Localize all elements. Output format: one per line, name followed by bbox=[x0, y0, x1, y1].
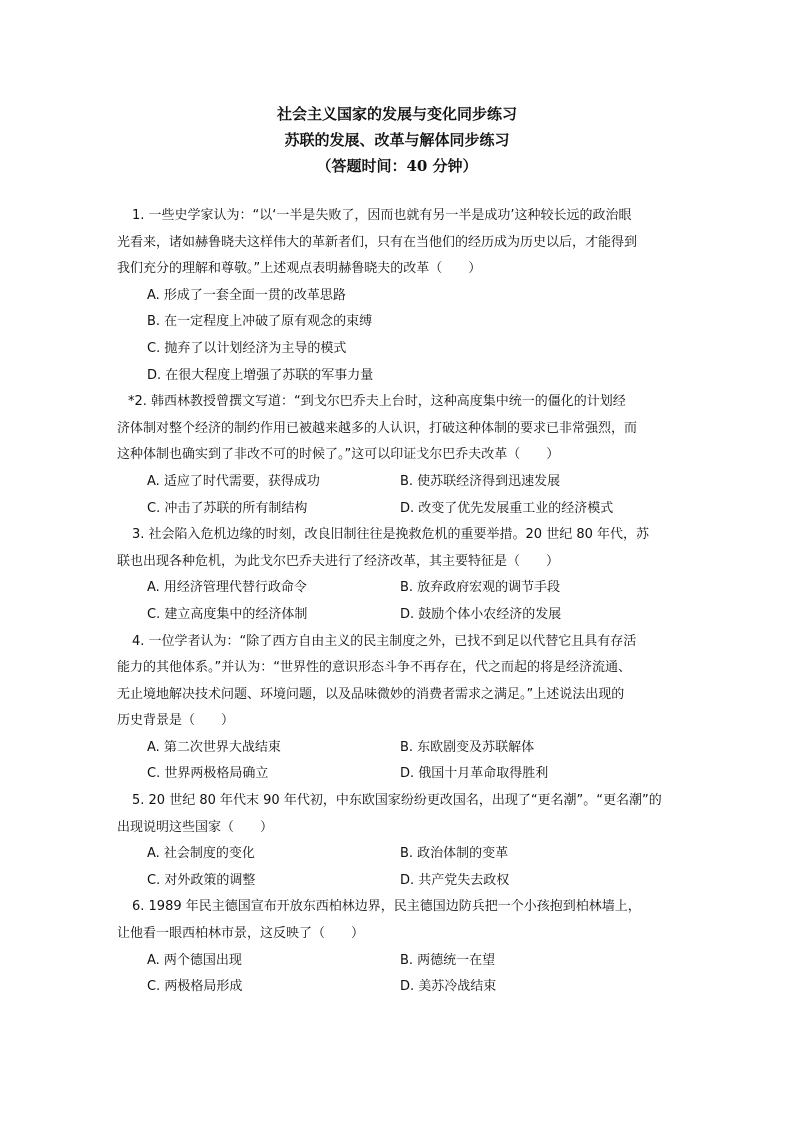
question-6 bbox=[117, 894, 677, 1000]
options bbox=[117, 283, 677, 389]
option-b: B. 放弃政府宏观的调节手段 bbox=[400, 580, 561, 596]
question-text-line: 4. 一位学者认为：“除了西方自由主义的民主制度之外，已找不到足以代替它且具有存活 bbox=[132, 633, 637, 649]
options bbox=[117, 575, 677, 628]
page-title: 社会主义国家的发展与变化同步练习 bbox=[276, 105, 517, 123]
option-b: B. 政治体制的变革 bbox=[400, 846, 509, 862]
option-b: B. 东欧剧变及苏联解体 bbox=[400, 739, 535, 755]
option-c: C. 世界两极格局确立 bbox=[147, 766, 269, 782]
options bbox=[117, 735, 677, 788]
option-a: A. 用经济管理代替行政命令 bbox=[147, 580, 307, 596]
page-subtitle: 苏联的发展、改革与解体同步练习 bbox=[284, 131, 510, 149]
question-text-line: 让他看一眼西柏林市景，这反映了（ ） bbox=[117, 926, 365, 942]
question-2 bbox=[117, 389, 677, 522]
option-c: C. 两极格局形成 bbox=[147, 979, 243, 995]
option-b: B. 两德统一在望 bbox=[400, 952, 496, 968]
option-b: B. 使苏联经济得到迅速发展 bbox=[400, 473, 561, 489]
option-c: C. 建立高度集中的经济体制 bbox=[147, 606, 308, 622]
question-3 bbox=[117, 522, 677, 628]
question-text-line: 我们充分的理解和尊敬。”上述观点表明赫鲁晓夫的改革（ ） bbox=[117, 261, 482, 277]
question-text-line: 1. 一些史学家认为：“以‘一半是失败了，因而也就有另一半是成功’这种较长远的政治眼 bbox=[132, 208, 632, 223]
option-d: D. 美苏冷战结束 bbox=[400, 979, 497, 995]
question-text-line: 这种体制也确实到了非改不可的时候了。”这可以印证戈尔巴乔夫改革（ ） bbox=[117, 447, 560, 463]
options bbox=[117, 948, 677, 1001]
option-a: A. 适应了时代需要，获得成功 bbox=[147, 473, 320, 489]
question-text-line: 3. 社会陷入危机边缘的时刻，改良旧制往往是挽救危机的重要举措。20 世纪 80 年代，苏 bbox=[132, 527, 650, 543]
option-d: D. 俄国十月革命取得胜利 bbox=[400, 766, 549, 782]
option-a: A. 第二次世界大战结束 bbox=[147, 739, 281, 755]
options bbox=[117, 841, 677, 894]
options bbox=[117, 469, 677, 522]
question-list bbox=[117, 203, 677, 1001]
option-d: D. 改变了优先发展重工业的经济模式 bbox=[400, 500, 614, 516]
question-text-line: 济体制对整个经济的制约作用已被越来越多的人认识，打破这种体制的要求已非常强烈，而 bbox=[117, 420, 638, 436]
question-5 bbox=[117, 788, 677, 894]
question-text-line: *2. 韩西林教授曾撰文写道：“到戈尔巴乔夫上台时，这种高度集中统一的僵化的计划经 bbox=[128, 394, 626, 410]
option-c: C. 对外政策的调整 bbox=[147, 872, 256, 888]
question-4 bbox=[117, 629, 677, 789]
option-c: C. 抛弃了以计划经济为主导的模式 bbox=[147, 340, 347, 356]
option-b: B. 在一定程度上冲破了原有观念的束缚 bbox=[147, 314, 373, 330]
option-d: D. 鼓励个体小农经济的发展 bbox=[400, 606, 562, 622]
question-text-line: 5. 20 世纪 80 年代末 90 年代初，中东欧国家纷纷更改国名，出现了“更名潮”。“更名潮”的 bbox=[132, 793, 662, 809]
question-text-line: 出现说明这些国家（ ） bbox=[117, 819, 274, 835]
question-text-line: 联也出现各种危机，为此戈尔巴乔夫进行了经济改革，其主要特征是（ ） bbox=[117, 553, 560, 569]
question-text-line: 无止境地解决技术问题、环境问题，以及品味微妙的消费者需求之满足。”上述说法出现的 bbox=[117, 686, 625, 702]
option-d: D. 共产党失去政权 bbox=[400, 872, 510, 888]
question-text-line: 6. 1989 年民主德国宣布开放东西柏林边界，民主德国边防兵把一个小孩抱到柏林墙上， bbox=[132, 899, 641, 915]
question-1 bbox=[117, 203, 677, 389]
question-text-line: 能力的其他体系。”并认为：“世界性的意识形态斗争不再存在，代之而起的将是经济流通、 bbox=[117, 660, 631, 676]
option-d: D. 在很大程度上增强了苏联的军事力量 bbox=[147, 367, 374, 383]
question-text-line: 历史背景是（ ） bbox=[117, 713, 235, 729]
option-a: A. 社会制度的变化 bbox=[147, 846, 255, 862]
option-a: A. 两个德国出现 bbox=[147, 952, 242, 968]
title-block bbox=[0, 101, 794, 179]
question-text-line: 光看来，诸如赫鲁晓夫这样伟大的革新者们，只有在当他们的经历成为历史以后，才能得到 bbox=[117, 234, 638, 250]
option-a: A. 形成了一套全面一贯的改革思路 bbox=[147, 287, 346, 303]
time-note: （答题时间：40 分钟） bbox=[316, 157, 478, 175]
option-c: C. 冲击了苏联的所有制结构 bbox=[147, 500, 308, 516]
